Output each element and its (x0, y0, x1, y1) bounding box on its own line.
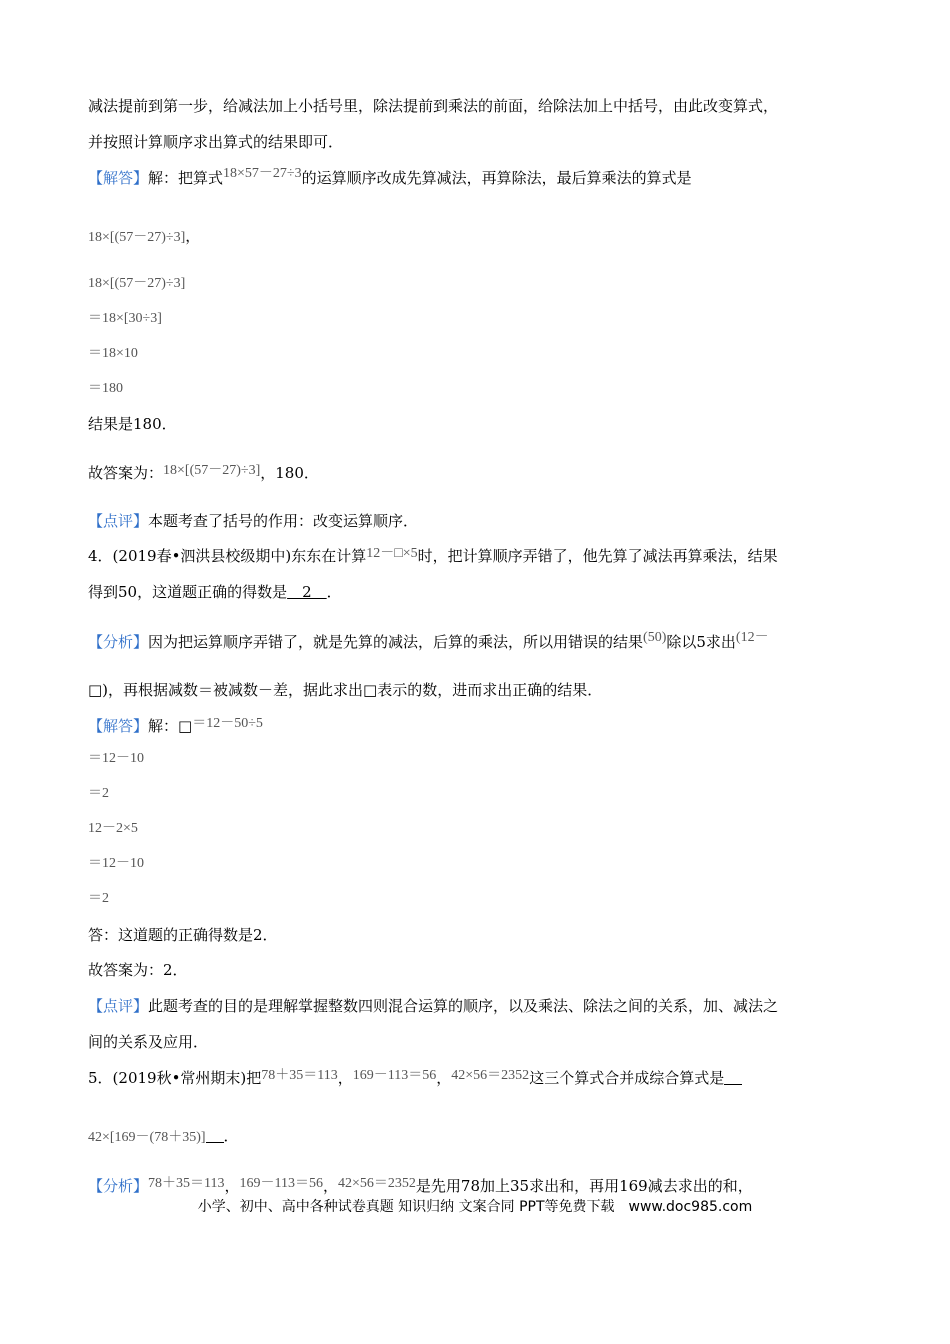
answer-line (88, 463, 319, 485)
text: 解：把算式 (148, 169, 224, 187)
blank-underline (724, 1070, 742, 1085)
math-expression: 42×56＝2352 (451, 1068, 530, 1083)
math-line (88, 817, 138, 839)
comment-line (88, 511, 418, 531)
analysis-line2 (88, 680, 602, 700)
text: ． (326, 583, 342, 601)
math-expression: ＝2 (88, 891, 109, 906)
question-5-answer (88, 1126, 239, 1148)
text: □)，再根据减数＝被减数－差，据此求出□表示的数，进而求出正确的结果． (88, 681, 603, 699)
comment-tag: 【点评】 (88, 512, 149, 530)
answer-math: 42×[169－(78＋35)] (88, 1130, 206, 1145)
footer-banner: 小学、初中、高中各种试卷真题 知识归纳 文案合同 PPT等免费下载 www.doc985.com (197, 1199, 753, 1215)
math-expression: 78＋35＝113 (261, 1068, 338, 1083)
answer-blank: 2 (287, 583, 327, 601)
math-line (88, 887, 109, 909)
math-expression: 12－□×5 (366, 546, 418, 561)
text: 此题考查的目的是理解掌握整数四则混合运算的顺序，以及乘法、除法之间的关系，加、减法之 (148, 997, 779, 1015)
math-line (88, 272, 185, 294)
text: ， (436, 1069, 452, 1087)
math-expression: ＝18×10 (88, 346, 138, 361)
math-expression: 169－113＝56 (239, 1176, 323, 1191)
text: 间的关系及应用． (88, 1033, 209, 1051)
math-expression: 18×[(57－27)÷3] (163, 463, 261, 478)
math-line (88, 307, 162, 329)
text: 故答案为： (88, 464, 164, 482)
text: 答：这道题的正确得数是2． (88, 926, 278, 944)
math-expression: 42×56＝2352 (338, 1176, 416, 1191)
text: 5．(2019秋•常州期末)把 (88, 1069, 262, 1087)
paragraph-line (88, 96, 778, 116)
solution-tag: 【解答】 (88, 717, 149, 735)
math-line (88, 782, 109, 804)
analysis-line (88, 1176, 753, 1198)
math-expression: 78＋35＝113 (148, 1176, 225, 1191)
blank-underline (206, 1128, 224, 1143)
comment-line2 (88, 1032, 208, 1052)
text: 故答案为：2． (88, 961, 188, 979)
text: 因为把运算顺序弄错了，就是先算的减法，后算的乘法，所以用错误的结果 (148, 633, 644, 651)
math-expression: ＝12－50÷5 (192, 716, 263, 731)
math-line (88, 852, 144, 874)
math-line (88, 747, 144, 769)
math-expression: ＝12－10 (88, 751, 144, 766)
text: ， (185, 227, 201, 245)
text: 并按照计算顺序求出算式的结果即可． (88, 133, 344, 151)
math-expression: 18×57－27÷3 (223, 166, 302, 181)
text: 的运算顺序改成先算减法，再算除法，最后算乘法的算式是 (301, 169, 692, 187)
text: ． (223, 1127, 239, 1145)
text: 减法提前到第一步，给减法加上小括号里，除法提前到乘法的前面，给除法加上中括号，由此改变算式， (88, 97, 779, 115)
paragraph-line (88, 132, 343, 152)
math-expression: (12－ (735, 630, 769, 645)
solution-line (88, 716, 263, 738)
math-expression: ＝12－10 (88, 856, 144, 871)
comment-tag: 【点评】 (88, 997, 149, 1015)
math-expression: (50) (643, 630, 667, 645)
math-expression: ＝2 (88, 786, 109, 801)
question-4 (88, 546, 778, 568)
solution-tag: 【解答】 (88, 169, 149, 187)
math-line (88, 377, 123, 399)
math-expression: ＝18×[30÷3] (88, 311, 162, 326)
analysis-tag: 【分析】 (88, 1177, 149, 1195)
math-expression: 169－113＝56 (352, 1068, 437, 1083)
text: ， (323, 1177, 339, 1195)
solution-line (88, 168, 692, 190)
math-expression: 12－2×5 (88, 821, 138, 836)
text: 得到50，这道题正确的得数是 (88, 583, 288, 601)
question-5 (88, 1068, 742, 1090)
paragraph-line (88, 960, 188, 980)
comment-line (88, 996, 778, 1016)
text: 4．(2019春•泗洪县校级期中)东东在计算 (88, 547, 367, 565)
text: 是先用78加上35求出和，再用169减去求出的和， (415, 1177, 753, 1195)
math-expression: ＝180 (88, 381, 123, 396)
math-expression: 18×[(57－27)÷3] (88, 230, 186, 245)
math-expression: 18×[(57－27)÷3] (88, 276, 186, 291)
text: 本题考查了括号的作用：改变运算顺序． (148, 512, 419, 530)
text: 这三个算式合并成综合算式是 (529, 1069, 725, 1087)
text: ，180． (260, 464, 319, 482)
math-line (88, 226, 200, 248)
paragraph-line (88, 414, 177, 434)
paragraph-line (88, 925, 278, 945)
analysis-tag: 【分析】 (88, 633, 149, 651)
text: 解：□ (148, 717, 193, 735)
question-4-line2 (88, 582, 342, 602)
text: ， (224, 1177, 240, 1195)
text: 时，把计算顺序弄错了，他先算了减法再算乘法，结果 (417, 547, 778, 565)
math-line (88, 342, 138, 364)
text: ， (337, 1069, 353, 1087)
text: 结果是180． (88, 415, 177, 433)
analysis-line (88, 632, 769, 654)
text: 除以5求出 (666, 633, 736, 651)
